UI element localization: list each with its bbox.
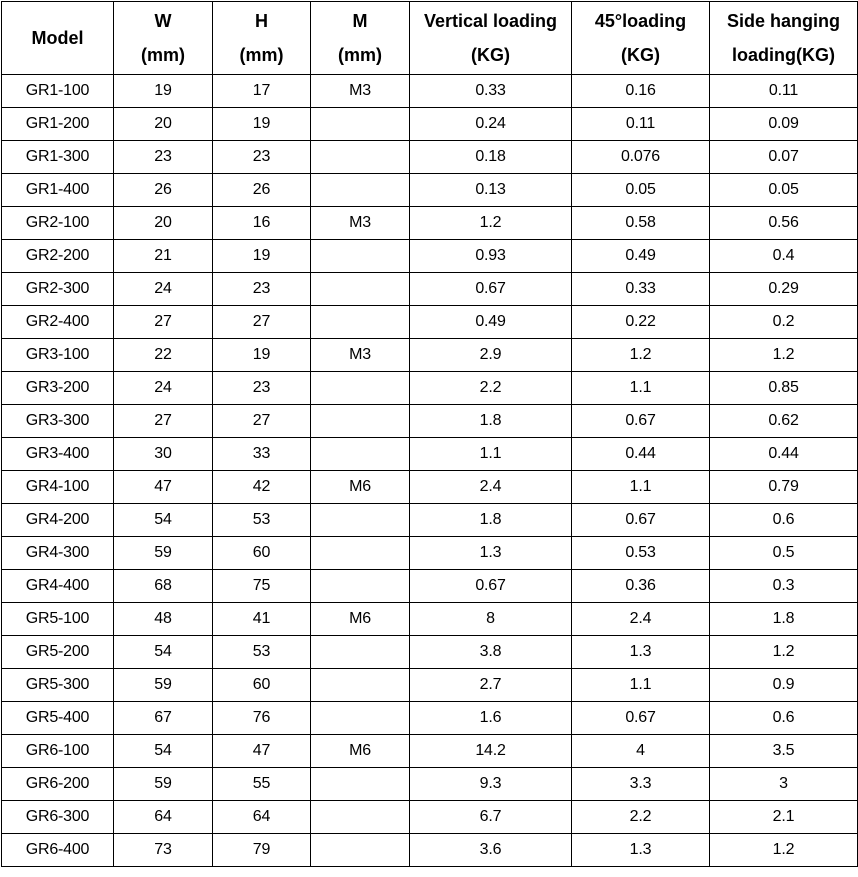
cell-vertical-loading: 3.8 [410, 636, 572, 669]
cell-width: 30 [114, 438, 213, 471]
header-thread-label: M [352, 11, 368, 31]
cell-vertical-loading: 1.3 [410, 537, 572, 570]
cell-width: 20 [114, 207, 213, 240]
cell-width: 27 [114, 405, 213, 438]
cell-side-hanging-loading: 0.44 [710, 438, 858, 471]
table-header [2, 2, 858, 75]
cell-width: 21 [114, 240, 213, 273]
table-row [2, 306, 858, 339]
cell-45-loading: 2.2 [572, 801, 710, 834]
cell-model: GR3-300 [2, 405, 114, 438]
cell-height: 23 [213, 141, 311, 174]
cell-vertical-loading: 2.7 [410, 669, 572, 702]
cell-model: GR5-100 [2, 603, 114, 636]
cell-thread [311, 834, 410, 867]
cell-vertical-loading: 0.18 [410, 141, 572, 174]
header-vertical-loading-unit: (KG) [471, 45, 510, 65]
cell-vertical-loading: 2.9 [410, 339, 572, 372]
cell-45-loading: 1.2 [572, 339, 710, 372]
header-width [114, 2, 213, 75]
cell-width: 54 [114, 504, 213, 537]
header-model [2, 2, 114, 75]
cell-thread [311, 372, 410, 405]
cell-model: GR1-100 [2, 75, 114, 108]
cell-vertical-loading: 0.67 [410, 570, 572, 603]
cell-thread [311, 669, 410, 702]
cell-45-loading: 0.33 [572, 273, 710, 306]
cell-width: 67 [114, 702, 213, 735]
header-height-label: H [255, 11, 268, 31]
cell-side-hanging-loading: 0.3 [710, 570, 858, 603]
cell-vertical-loading: 1.8 [410, 405, 572, 438]
table-body [2, 75, 858, 867]
header-45-loading [572, 2, 710, 75]
cell-thread [311, 306, 410, 339]
cell-model: GR6-100 [2, 735, 114, 768]
cell-width: 59 [114, 669, 213, 702]
cell-height: 19 [213, 240, 311, 273]
cell-45-loading: 0.36 [572, 570, 710, 603]
cell-45-loading: 0.67 [572, 702, 710, 735]
cell-thread [311, 240, 410, 273]
cell-height: 76 [213, 702, 311, 735]
cell-thread [311, 405, 410, 438]
header-45-loading-label: 45°loading [594, 11, 687, 31]
cell-height: 53 [213, 504, 311, 537]
cell-width: 54 [114, 636, 213, 669]
cell-model: GR4-300 [2, 537, 114, 570]
cell-side-hanging-loading: 0.85 [710, 372, 858, 405]
cell-side-hanging-loading: 0.56 [710, 207, 858, 240]
cell-side-hanging-loading: 0.4 [710, 240, 858, 273]
cell-model: GR6-200 [2, 768, 114, 801]
cell-width: 24 [114, 273, 213, 306]
cell-45-loading: 4 [572, 735, 710, 768]
cell-side-hanging-loading: 0.9 [710, 669, 858, 702]
cell-model: GR1-400 [2, 174, 114, 207]
cell-side-hanging-loading: 0.62 [710, 405, 858, 438]
header-model-label: Model [31, 28, 84, 48]
cell-model: GR4-400 [2, 570, 114, 603]
header-height [213, 2, 311, 75]
table-row [2, 174, 858, 207]
cell-width: 64 [114, 801, 213, 834]
cell-model: GR2-200 [2, 240, 114, 273]
cell-model: GR6-300 [2, 801, 114, 834]
cell-width: 23 [114, 141, 213, 174]
cell-height: 47 [213, 735, 311, 768]
cell-side-hanging-loading: 0.11 [710, 75, 858, 108]
cell-width: 59 [114, 537, 213, 570]
cell-vertical-loading: 0.13 [410, 174, 572, 207]
cell-model: GR3-100 [2, 339, 114, 372]
cell-45-loading: 0.44 [572, 438, 710, 471]
cell-height: 53 [213, 636, 311, 669]
cell-height: 23 [213, 372, 311, 405]
cell-side-hanging-loading: 1.2 [710, 834, 858, 867]
cell-model: GR1-300 [2, 141, 114, 174]
cell-side-hanging-loading: 0.79 [710, 471, 858, 504]
cell-width: 48 [114, 603, 213, 636]
cell-thread [311, 141, 410, 174]
cell-width: 26 [114, 174, 213, 207]
cell-width: 73 [114, 834, 213, 867]
cell-side-hanging-loading: 0.07 [710, 141, 858, 174]
cell-height: 42 [213, 471, 311, 504]
cell-side-hanging-loading: 2.1 [710, 801, 858, 834]
cell-thread [311, 438, 410, 471]
cell-vertical-loading: 0.93 [410, 240, 572, 273]
cell-vertical-loading: 2.4 [410, 471, 572, 504]
table-row [2, 240, 858, 273]
cell-thread [311, 702, 410, 735]
cell-width: 54 [114, 735, 213, 768]
cell-height: 41 [213, 603, 311, 636]
cell-vertical-loading: 0.49 [410, 306, 572, 339]
cell-side-hanging-loading: 0.09 [710, 108, 858, 141]
cell-vertical-loading: 6.7 [410, 801, 572, 834]
table-row [2, 339, 858, 372]
cell-height: 23 [213, 273, 311, 306]
cell-side-hanging-loading: 0.05 [710, 174, 858, 207]
cell-45-loading: 2.4 [572, 603, 710, 636]
header-vertical-loading-label: Vertical loading [423, 11, 558, 31]
cell-45-loading: 0.16 [572, 75, 710, 108]
cell-45-loading: 0.49 [572, 240, 710, 273]
cell-side-hanging-loading: 0.5 [710, 537, 858, 570]
cell-height: 19 [213, 108, 311, 141]
cell-model: GR2-400 [2, 306, 114, 339]
cell-height: 64 [213, 801, 311, 834]
cell-height: 26 [213, 174, 311, 207]
cell-thread [311, 537, 410, 570]
header-side-hanging-loading [710, 2, 858, 75]
cell-height: 19 [213, 339, 311, 372]
cell-side-hanging-loading: 0.6 [710, 702, 858, 735]
cell-45-loading: 3.3 [572, 768, 710, 801]
cell-thread: M3 [311, 207, 410, 240]
table-row [2, 207, 858, 240]
table-row [2, 537, 858, 570]
cell-thread [311, 174, 410, 207]
cell-height: 75 [213, 570, 311, 603]
cell-vertical-loading: 0.33 [410, 75, 572, 108]
cell-height: 17 [213, 75, 311, 108]
cell-height: 60 [213, 537, 311, 570]
cell-45-loading: 1.1 [572, 372, 710, 405]
cell-thread [311, 570, 410, 603]
cell-model: GR3-400 [2, 438, 114, 471]
cell-45-loading: 0.22 [572, 306, 710, 339]
cell-side-hanging-loading: 1.2 [710, 636, 858, 669]
cell-45-loading: 1.1 [572, 471, 710, 504]
cell-height: 60 [213, 669, 311, 702]
cell-thread [311, 636, 410, 669]
header-side-hanging-unit: loading(KG) [732, 45, 835, 65]
table-row [2, 108, 858, 141]
cell-side-hanging-loading: 0.29 [710, 273, 858, 306]
header-side-hanging-label: Side hanging [726, 11, 840, 31]
cell-thread: M6 [311, 603, 410, 636]
table-row [2, 438, 858, 471]
cell-model: GR3-200 [2, 372, 114, 405]
cell-thread: M3 [311, 339, 410, 372]
cell-model: GR5-200 [2, 636, 114, 669]
table-row [2, 75, 858, 108]
cell-width: 27 [114, 306, 213, 339]
cell-45-loading: 1.1 [572, 669, 710, 702]
cell-width: 59 [114, 768, 213, 801]
cell-thread [311, 801, 410, 834]
table-row [2, 405, 858, 438]
cell-vertical-loading: 8 [410, 603, 572, 636]
cell-model: GR4-100 [2, 471, 114, 504]
table-row [2, 636, 858, 669]
cell-vertical-loading: 3.6 [410, 834, 572, 867]
table-row [2, 372, 858, 405]
table-row [2, 141, 858, 174]
cell-width: 68 [114, 570, 213, 603]
cell-45-loading: 0.11 [572, 108, 710, 141]
cell-side-hanging-loading: 3 [710, 768, 858, 801]
cell-side-hanging-loading: 1.2 [710, 339, 858, 372]
header-width-unit: (mm) [141, 45, 185, 65]
cell-model: GR2-300 [2, 273, 114, 306]
cell-thread [311, 108, 410, 141]
cell-45-loading: 0.05 [572, 174, 710, 207]
cell-vertical-loading: 0.67 [410, 273, 572, 306]
cell-45-loading: 0.53 [572, 537, 710, 570]
cell-vertical-loading: 1.1 [410, 438, 572, 471]
table-row [2, 801, 858, 834]
header-45-loading-unit: (KG) [621, 45, 660, 65]
cell-width: 47 [114, 471, 213, 504]
cell-height: 27 [213, 306, 311, 339]
cell-45-loading: 0.67 [572, 504, 710, 537]
table-row [2, 735, 858, 768]
table-row [2, 768, 858, 801]
cell-thread: M3 [311, 75, 410, 108]
cell-vertical-loading: 0.24 [410, 108, 572, 141]
cell-side-hanging-loading: 3.5 [710, 735, 858, 768]
cell-thread [311, 504, 410, 537]
table-row [2, 603, 858, 636]
cell-model: GR5-400 [2, 702, 114, 735]
table-row [2, 273, 858, 306]
cell-45-loading: 0.67 [572, 405, 710, 438]
header-row [2, 2, 858, 75]
cell-width: 19 [114, 75, 213, 108]
table-row [2, 669, 858, 702]
cell-45-loading: 1.3 [572, 636, 710, 669]
cell-side-hanging-loading: 1.8 [710, 603, 858, 636]
cell-45-loading: 0.076 [572, 141, 710, 174]
cell-vertical-loading: 2.2 [410, 372, 572, 405]
table-row [2, 834, 858, 867]
cell-width: 24 [114, 372, 213, 405]
cell-model: GR5-300 [2, 669, 114, 702]
header-width-label: W [154, 11, 172, 31]
cell-height: 16 [213, 207, 311, 240]
header-thread-unit: (mm) [338, 45, 382, 65]
cell-width: 20 [114, 108, 213, 141]
cell-model: GR1-200 [2, 108, 114, 141]
cell-vertical-loading: 14.2 [410, 735, 572, 768]
table-row [2, 504, 858, 537]
cell-vertical-loading: 9.3 [410, 768, 572, 801]
cell-thread: M6 [311, 735, 410, 768]
table-row [2, 471, 858, 504]
table-row [2, 702, 858, 735]
cell-vertical-loading: 1.8 [410, 504, 572, 537]
cell-vertical-loading: 1.2 [410, 207, 572, 240]
cell-thread [311, 273, 410, 306]
table-row [2, 570, 858, 603]
cell-thread [311, 768, 410, 801]
cell-45-loading: 1.3 [572, 834, 710, 867]
cell-model: GR4-200 [2, 504, 114, 537]
cell-height: 33 [213, 438, 311, 471]
cell-height: 79 [213, 834, 311, 867]
cell-thread: M6 [311, 471, 410, 504]
cell-height: 27 [213, 405, 311, 438]
cell-model: GR6-400 [2, 834, 114, 867]
cell-model: GR2-100 [2, 207, 114, 240]
cell-45-loading: 0.58 [572, 207, 710, 240]
header-vertical-loading [410, 2, 572, 75]
cell-height: 55 [213, 768, 311, 801]
cell-width: 22 [114, 339, 213, 372]
cell-side-hanging-loading: 0.6 [710, 504, 858, 537]
cell-vertical-loading: 1.6 [410, 702, 572, 735]
header-height-unit: (mm) [239, 45, 284, 65]
header-thread [311, 2, 410, 75]
load-capacity-table [1, 1, 858, 867]
cell-side-hanging-loading: 0.2 [710, 306, 858, 339]
